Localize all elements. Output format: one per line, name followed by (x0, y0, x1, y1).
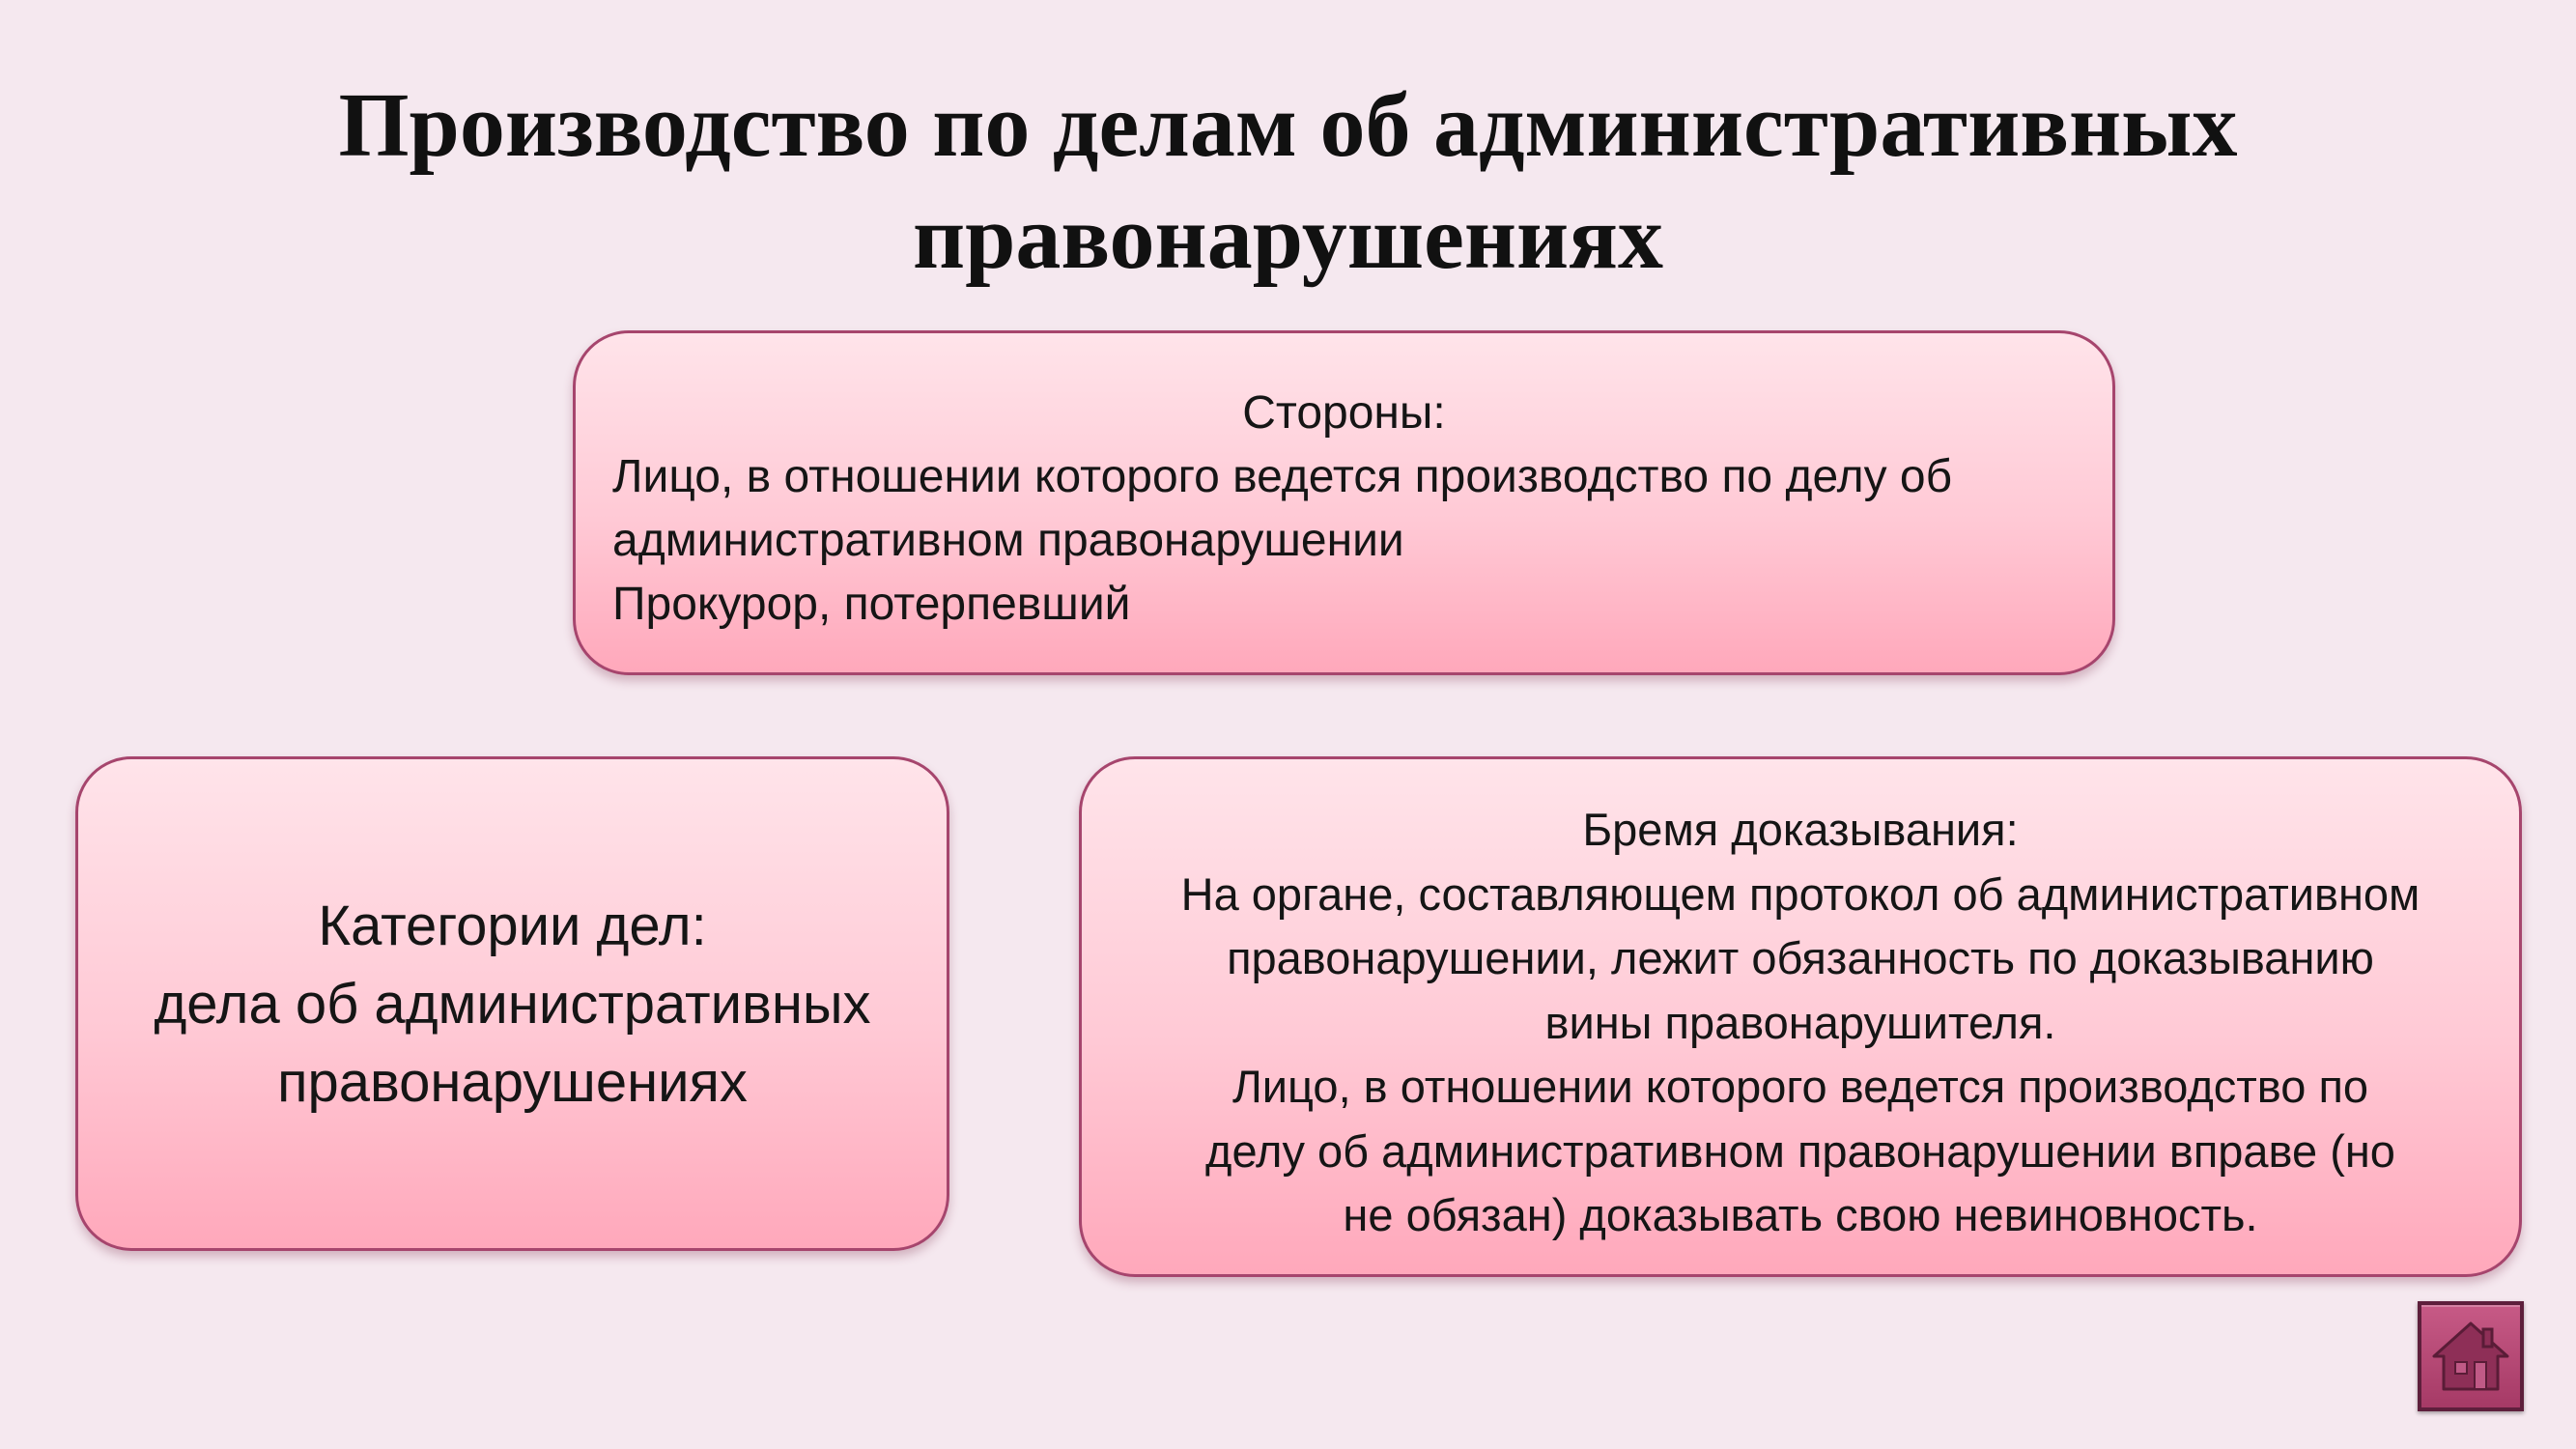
categories-box (75, 756, 949, 1251)
parties-heading: Стороны: (1242, 387, 1446, 439)
burden-heading: Бремя доказывания: (1582, 804, 2019, 855)
parties-line-2: административном правонарушении (612, 515, 1404, 566)
burden-line-3: вины правонарушителя. (1544, 996, 2056, 1048)
categories-line-2: правонарушениях (277, 1050, 748, 1114)
slide-title-line-2: правонарушениях (912, 187, 1663, 288)
parties-box (573, 330, 2115, 675)
slide-title (0, 70, 2576, 294)
home-icon (2430, 1318, 2511, 1395)
categories-heading: Категории дел: (318, 894, 707, 957)
burden-line-2: правонарушении, лежит обязанность по доказыванию (1227, 932, 2374, 983)
burden-line-6: не обязан) доказывать свою невиновность. (1343, 1189, 2258, 1240)
parties-line-3: Прокурор, потерпевший (612, 579, 1131, 630)
burden-line-5: делу об административном правонарушении вправе (но (1205, 1124, 2395, 1177)
burden-line-1: На органе, составляющем протокол об административном (1180, 867, 2420, 920)
parties-line-1: Лицо, в отношении которого ведется производство по делу об (612, 451, 1953, 502)
categories-line-1: дела об административных (154, 972, 871, 1036)
slide-title-line-1: Производство по делам об административных (338, 75, 2238, 176)
burden-line-4: Лицо, в отношении которого ведется производство по (1231, 1061, 2369, 1112)
burden-of-proof-box (1079, 756, 2522, 1277)
home-button[interactable] (2418, 1301, 2524, 1411)
